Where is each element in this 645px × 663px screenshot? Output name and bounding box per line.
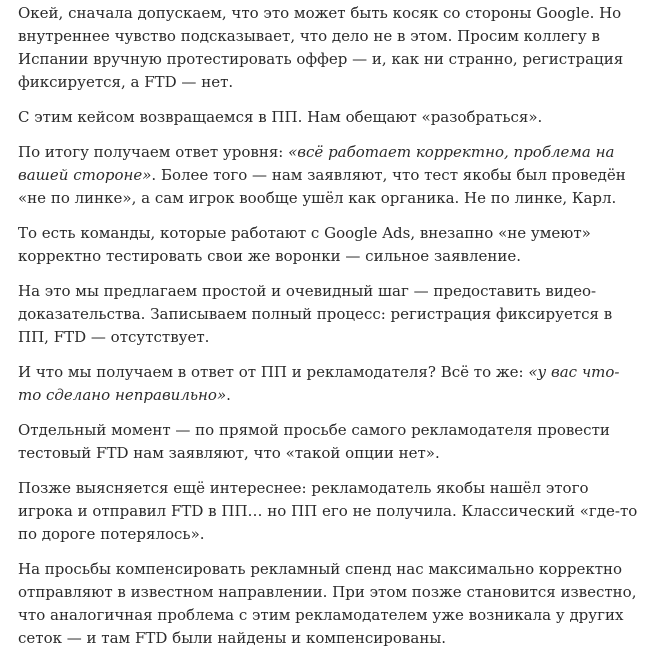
paragraph-text: С этим кейсом возвращаемся в ПП. Нам обещают «разобраться».	[18, 108, 543, 126]
paragraph	[18, 280, 638, 349]
paragraph-text: На просьбы компенсировать рекламный спенд нас максимально корректно отправляют в известном направлении. При этом позже становится известно, что аналогичная проблема с этим рекламодателем уже возникала у других сеток — и там FTD были найдены и компенсированы.	[18, 560, 637, 647]
quote-text: «у вас что-то сделано неправильно»	[18, 363, 620, 404]
paragraph	[18, 106, 638, 129]
paragraph	[18, 477, 638, 546]
paragraph-text: . Более того — нам заявляют, что тест якобы был проведён «не по линке», а сам игрок вообще ушёл как органика. Не по линке, Карл.	[18, 166, 626, 207]
paragraph-text: .	[226, 386, 231, 404]
paragraph	[18, 558, 638, 650]
paragraph	[18, 141, 638, 210]
article-body	[18, 0, 638, 662]
quote-text: «всё работает корректно, проблема на вашей стороне»	[18, 143, 615, 184]
paragraph	[18, 419, 638, 465]
paragraph	[18, 2, 638, 94]
paragraph	[18, 361, 638, 407]
paragraph-text: Позже выясняется ещё интереснее: рекламодатель якобы нашёл этого игрока и отправил FTD в ПП… но ПП его не получила. Классический «где-то по дороге потерялось».	[18, 479, 638, 543]
paragraph-text: Окей, сначала допускаем, что это может быть косяк со стороны Google. Но внутреннее чувство подсказывает, что дело не в этом. Просим коллегу в Испании вручную протестировать оффер — и, как ни странно, регистрация фиксируется, а FTD — нет.	[18, 4, 624, 91]
paragraph-text: И что мы получаем в ответ от ПП и рекламодателя? Всё то же:	[18, 363, 529, 381]
paragraph-text: По итогу получаем ответ уровня:	[18, 143, 289, 161]
paragraph-text: Отдельный момент — по прямой просьбе самого рекламодателя провести тестовый FTD нам заявляют, что «такой опции нет».	[18, 421, 610, 462]
paragraph-text: На это мы предлагаем простой и очевидный шаг — предоставить видео-доказательства. Записываем полный процесс: регистрация фиксируется в ПП, FTD — отсутствует.	[18, 282, 613, 346]
paragraph-text: То есть команды, которые работают с Google Ads, внезапно «не умеют» корректно тестировать свои же воронки — сильное заявление.	[18, 224, 591, 265]
paragraph	[18, 222, 638, 268]
